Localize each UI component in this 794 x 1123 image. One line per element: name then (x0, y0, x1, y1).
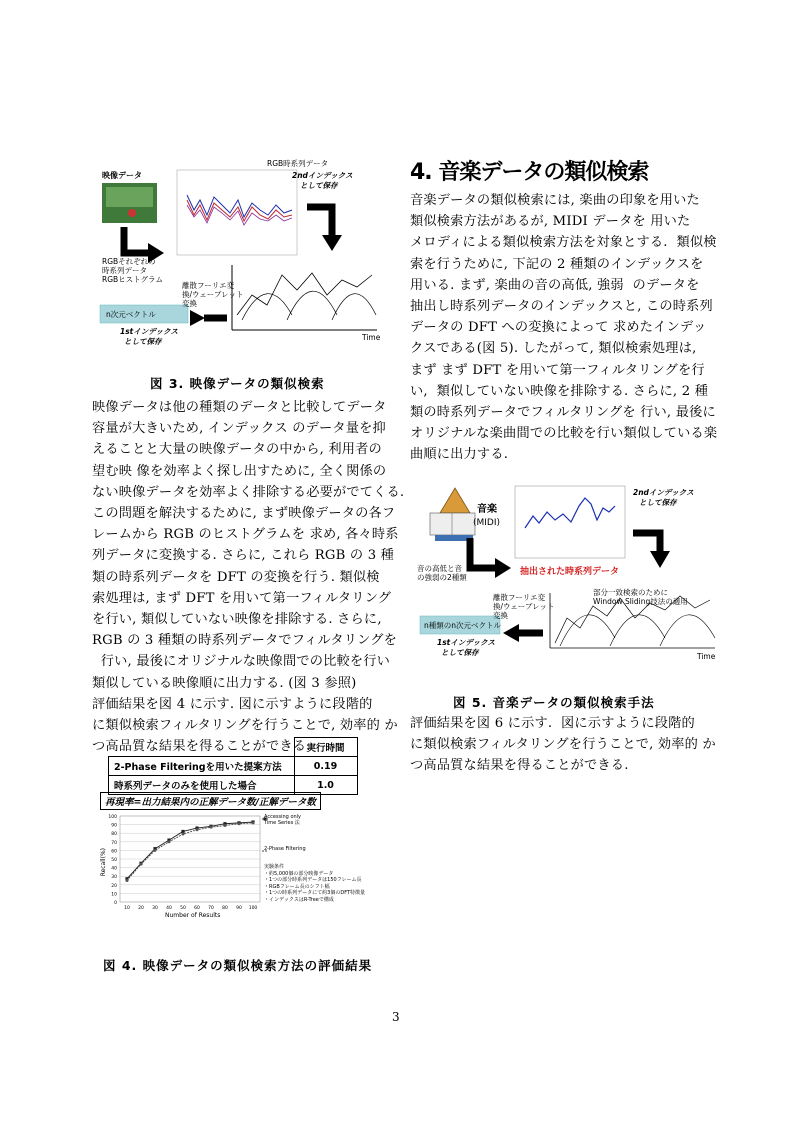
x-tick-label: 90 (236, 906, 242, 911)
text-line: まず まず DFT を用いて第一フィルタリングを行 (410, 362, 705, 378)
y-tick-label: 0 (114, 901, 117, 906)
pitch-note-1: 音の高低と音 (417, 564, 462, 573)
condition-item: ・RGBフレーム長のシフト幅 (264, 883, 330, 890)
text-line: 索処理は, まず DFT を用いて第一フィルタリング (92, 590, 392, 606)
execution-time-table (108, 737, 358, 795)
data-point (168, 840, 171, 843)
dft-note-1: 離散フーリエ変 (493, 593, 546, 602)
data-point (154, 849, 157, 852)
dft-note-3: 変換 (493, 611, 508, 620)
condition-item: ・1つの部分時系列データは150フレーム長 (264, 877, 362, 883)
index2-sub: として保存 (639, 498, 677, 507)
data-point (140, 863, 143, 866)
x-tick-label: 80 (222, 906, 228, 911)
experiment-conditions (264, 864, 389, 903)
text-line: 索を行うために, 下記の 2 種類のインデックスを (410, 256, 704, 272)
text-line: つ高品質な結果を得ることができる. (92, 739, 311, 755)
page-number: 3 (392, 1010, 400, 1024)
index1-label: 1stインデックス (437, 638, 496, 647)
x-tick-label: 100 (248, 906, 258, 911)
text-line: 評価結果を図 6 に示す. 図に示すように段階的 (410, 716, 695, 731)
text-line: 類似している映像順に出力する. (図 3 参照) (92, 675, 357, 691)
text-line: 望む映 像を効率よく探し出すために, 全く関係の (92, 463, 387, 479)
video-label: 映像データ (102, 171, 142, 180)
legend-label: Accessing only Time Series 法 (264, 814, 302, 826)
text-line: 類似検索方法があるが, MIDI データを 用いた (410, 214, 691, 230)
text-line: 列データに変換する. さらに, これら RGB の 3 種 (92, 548, 395, 564)
y-tick-label: 90 (111, 823, 117, 829)
data-point (252, 821, 255, 824)
data-point (210, 826, 213, 829)
x-tick-label: 40 (166, 906, 172, 911)
y-tick-label: 20 (111, 883, 117, 889)
index2-sub: として保存 (300, 181, 338, 190)
x-tick-label: 50 (180, 906, 186, 911)
y-tick-label: 80 (111, 832, 117, 838)
window-note-2: Window Sliding技法の適用 (593, 597, 688, 606)
index1-sub: として保存 (124, 337, 162, 346)
section-4-title: 4. 音楽データの類似検索 (410, 160, 649, 185)
text-line: ない映像データを効率よく排除する必要がでてくる. (92, 484, 405, 500)
x-tick-label: 60 (194, 906, 200, 911)
figure-3 (92, 155, 382, 355)
legend-item (264, 814, 309, 826)
section-4-paragraph (410, 190, 718, 466)
figure-4-caption: 図 4. 映像データの類似検索方法の評価結果 (103, 958, 373, 973)
time-label: Time (362, 333, 381, 342)
exec-row-label: 2-Phase Filteringを用いた提案方法 (109, 757, 295, 776)
x-tick-label: 30 (152, 906, 158, 911)
pitch-series-plot (515, 486, 625, 558)
text-line: えることと大量の映像データの中から, 利用者の (92, 442, 382, 458)
window-note-1: 部分一致検索のために (593, 588, 668, 597)
text-line: レームから RGB のヒストグラムを 求め, 各々時系 (92, 527, 399, 543)
rgb-note-1: RGBそれぞれの (102, 257, 156, 266)
text-line: 評価結果を図 4 に示す. 図に示すように段階的 (92, 696, 373, 712)
y-tick-label: 40 (111, 866, 117, 872)
text-line: クスである(図 5). したがって, 類似検索処理は, (410, 341, 697, 357)
chart-xlabel: Number of Results (165, 912, 221, 919)
index2-label: 2ndインデックス (633, 488, 694, 497)
text-line: メロディによる類似検索方法を対象とする. 類似検 (410, 235, 717, 251)
conditions-title: 実験条件 (264, 864, 285, 870)
exec-header: 実行時間 (294, 738, 357, 757)
dft-note-2: 換/ウェーブレット (182, 290, 244, 299)
text-line: つ高品質な結果を得ることができる. (410, 758, 629, 774)
figure-4 (100, 808, 390, 923)
pitch-note-2: の強弱の2種類 (417, 573, 467, 582)
text-line: 用いる. まず, 楽曲の音の高低, 強弱 のデータを (410, 277, 700, 293)
legend-item (264, 846, 309, 852)
text-line: 曲順に出力する. (410, 447, 509, 463)
figure-3-diagram (92, 155, 382, 355)
y-tick-label: 60 (111, 849, 117, 855)
text-line: い, 類似していない映像を排除する. さらに, 2 種 (410, 383, 709, 399)
text-line: オリジナルな楽曲間での比較を行い類似している楽 (410, 426, 718, 442)
text-line: RGB の 3 種類の時系列データでフィルタリングを (92, 633, 398, 649)
text-line: に類似検索フィルタリングを行うことで, 効率的 か (92, 718, 398, 734)
rgb-note-2: 時系列データ (102, 266, 147, 275)
text-line: 音楽データの類似検索には, 楽曲の印象を用いた (410, 193, 700, 208)
text-line: に類似検索フィルタリングを行うことで, 効率的 か (410, 737, 716, 753)
condition-item: ・約5,000個の部分映像データ (264, 870, 334, 877)
music-icon (440, 488, 470, 513)
x-tick-label: 20 (138, 906, 144, 911)
text-line: 抽出し時系列データのインデックスと, この時系列 (410, 299, 713, 315)
text-line: 類の時系列データを DFT の変換を行う. 類似検 (92, 569, 380, 585)
extracted-series-label: 抽出された時系列データ (520, 567, 620, 577)
vector-box-label: n種類のn次元ベクトル (424, 621, 502, 630)
figure-3-caption: 図 3. 映像データの類似検索 (150, 376, 325, 391)
text-line: 容量が大きいため, インデックス のデータ量を抑 (92, 421, 386, 437)
y-tick-label: 10 (111, 892, 117, 898)
text-line: 類の時系列データでフィルタリングを 行い, 最後に (410, 405, 716, 421)
text-line: を行い, 類似していない映像を排除する. さらに, (92, 612, 382, 628)
figure-5 (415, 478, 720, 663)
rgb-note-3: RGBヒストグラム (102, 275, 163, 284)
index2-label: 2ndインデックス (292, 171, 353, 180)
dft-note-2: 換/ウェーブレット (493, 602, 555, 611)
y-tick-label: 30 (111, 875, 117, 881)
text-line: 行い, 最後にオリジナルな映像間での比較を行い (92, 654, 391, 670)
data-point (238, 822, 241, 825)
exec-row-label: 時系列データのみを使用した場合 (109, 776, 295, 795)
legend-label: 2-Phase Filtering (264, 846, 306, 852)
music-label: 音楽 (477, 504, 497, 515)
exec-row-value: 1.0 (294, 776, 357, 795)
condition-item: ・インデックスはR-Treeで構成 (264, 896, 334, 903)
data-point (182, 833, 185, 836)
data-point (126, 879, 129, 882)
data-point (224, 824, 227, 827)
dft-note-3: 変換 (182, 299, 197, 308)
text-line: データの DFT への変換によって 求めたインデッ (410, 320, 707, 336)
vector-box-label: n次元ベクトル (106, 310, 156, 319)
time-label: Time (697, 652, 716, 661)
dft-note-1: 離散フーリエ変 (182, 281, 235, 290)
x-tick-label: 70 (208, 906, 214, 911)
recall-formula: 再現率=出力結果内の正解データ数/正解データ数 (100, 792, 321, 810)
y-tick-label: 100 (108, 815, 117, 820)
figure-5-caption: 図 5. 音楽データの類似検索手法 (453, 695, 655, 710)
data-point (196, 828, 199, 831)
chart-ylabel: Recall(%) (100, 848, 107, 877)
midi-label: (MIDI) (473, 518, 501, 528)
index1-label: 1stインデックス (120, 327, 179, 336)
series-label: RGB時系列データ (267, 159, 329, 168)
condition-item: ・1つの時系列データにて約3個のDFT特徴量 (264, 890, 366, 896)
right-paragraph (410, 713, 715, 777)
y-tick-label: 50 (111, 858, 117, 863)
index1-sub: として保存 (441, 648, 479, 657)
x-tick-label: 10 (124, 906, 130, 911)
y-tick-label: 70 (111, 840, 117, 846)
left-paragraph (92, 397, 405, 757)
exec-row-value: 0.19 (294, 757, 357, 776)
text-line: この問題を解決するために, まず映像データの各フ (92, 506, 396, 522)
text-line: 映像データは他の種類のデータと比較してデータ (92, 400, 387, 415)
